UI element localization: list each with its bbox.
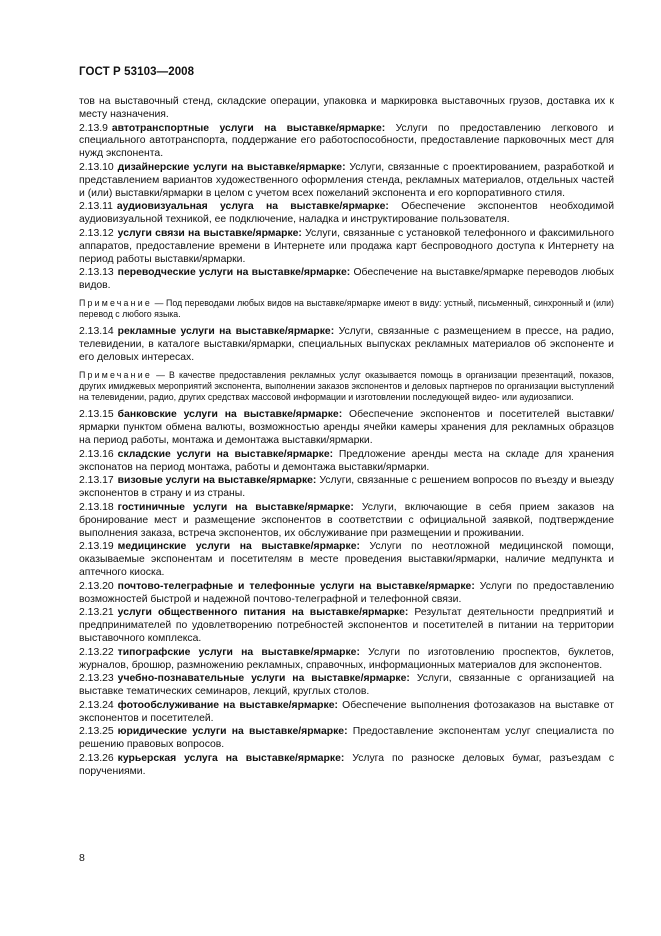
definition-item	[79, 753, 614, 779]
definition-number: 2.13.23	[79, 673, 114, 685]
note-1	[79, 298, 614, 320]
definition-number: 2.13.15	[79, 409, 114, 421]
definition-text: Обеспечение экспонентов необходимой аудиовизуальной техникой, ее подключение, наладка и инструктирование пользователя.	[79, 201, 615, 226]
definition-number: 2.13.14	[79, 326, 114, 338]
definition-number: 2.13.11	[79, 201, 113, 213]
definition-text: Обеспечение выполнения фотозаказов на выставке от экспонентов и посетителей.	[79, 699, 614, 724]
definition-item	[79, 162, 614, 200]
definition-term: услуги общественного питания на выставке/ярмарке:	[117, 607, 409, 619]
definition-number: 2.13.21	[79, 607, 114, 619]
definitions-group-3	[79, 409, 614, 778]
definition-item	[79, 700, 614, 726]
definition-term: юридические услуги на выставке/ярмарке:	[117, 726, 348, 738]
definition-item	[79, 581, 614, 607]
definition-number: 2.13.13	[79, 267, 114, 279]
definition-term: медицинские услуги на выставке/ярмарке:	[117, 541, 360, 553]
definition-number: 2.13.26	[79, 753, 114, 765]
definition-text: Услуги, включающие в себя прием заказов на бронирование мест и размещение экспонентов в соответствии с официальной заявкой, подтверждение выполнения заказа, встреча экспонентов, их обслуживание при размещении и проживании.	[79, 501, 614, 539]
definition-term: визовые услуги на выставке/ярмарке:	[117, 475, 317, 487]
definition-text: Услуги по предоставлению легкового и специального автотранспорта, поддержание его работоспособности, предоставление парковочных мест для нужд экспонента.	[79, 122, 614, 160]
definition-number: 2.13.22	[79, 646, 114, 658]
definition-item	[79, 123, 614, 161]
definition-text: Услуги по изготовлению проспектов, буклетов, журналов, брошюр, размножению рекламных, справочных, информационных материалов для экспонентов.	[79, 646, 615, 671]
definition-text: Услуги, связанные с размещением в прессе, на радио, телевидении, в каталоге выставки/ярмарки, специальных выпусках рекламных материалов об экспоненте и его деловых интересах.	[79, 326, 615, 363]
definition-item	[79, 673, 614, 699]
definition-text: Услуги, связанные с проектированием, разработкой и представлением вариантов художественного оформления стенда, рекламных материалов, отдельных частей и (или) выставки/ярмарки в целом с учетом всех пожеланий экспонента и его корпоративного стиля.	[79, 161, 614, 199]
definition-number: 2.13.17	[79, 475, 114, 487]
definition-term: учебно-познавательные услуги на выставке/ярмарке:	[117, 673, 410, 685]
definition-item	[79, 267, 614, 293]
definition-term: гостиничные услуги на выставке/ярмарке:	[117, 501, 354, 513]
definition-number: 2.13.10	[79, 161, 114, 173]
definition-item	[79, 449, 614, 475]
definition-item	[79, 475, 614, 501]
definition-item	[79, 647, 614, 673]
definition-term: складские услуги на выставке/ярмарке:	[117, 448, 334, 460]
definitions-group-1	[79, 123, 614, 293]
definition-term: рекламные услуги на выставке/ярмарке:	[117, 326, 335, 338]
definition-term: услуги связи на выставке/ярмарке:	[117, 227, 302, 239]
definition-text: Обеспечение экспонентов и посетителей выставки/ярмарки пунктом обмена валюты, возможностью аренды ячейки камеры хранения для рекламных образцов на период работы, монтажа и демонтажа выставки/ярмарки.	[79, 409, 614, 446]
definition-item	[79, 541, 614, 579]
definition-text: Услуги, связанные с решением вопросов по въезду и выезду экспонентов в страну и из страны.	[79, 475, 614, 500]
definition-text: Обеспечение на выставке/ярмарке переводов любых видов.	[79, 267, 615, 292]
definition-text: Предложение аренды места на складе для хранения экспонатов на период монтажа, работы и демонтажа выставки/ярмарки.	[79, 448, 614, 473]
document-body	[79, 96, 614, 780]
definition-text: Предоставление экспонентам услуг специалиста по решению правовых вопросов.	[79, 726, 614, 751]
definition-term: фотообслуживание на выставке/ярмарке:	[117, 699, 338, 711]
intro-paragraph: тов на выставочный стенд, складские операции, упаковка и маркировка выставочных грузов, доставка их к месту назначения.	[79, 96, 614, 120]
definition-item	[79, 607, 614, 645]
note-1-lead: Примечание	[79, 297, 152, 308]
note-1-text: — Под переводами любых видов на выставке/ярмарке имеют в виду: устный, письменный, синхронный и (или) перевод с любого языка.	[79, 297, 614, 320]
definition-number: 2.13.20	[79, 580, 114, 592]
page-number: 8	[79, 852, 85, 864]
definition-text: Услуги, связанные с организацией на выставке тематических семинаров, лекций, круглых столов.	[79, 673, 614, 698]
definition-item	[79, 201, 614, 227]
definition-number: 2.13.12	[79, 227, 114, 239]
definition-item	[79, 726, 614, 752]
definitions-group-2	[79, 326, 614, 364]
definition-number: 2.13.25	[79, 726, 114, 738]
definition-item	[79, 228, 614, 266]
definition-text: Услуги по предоставлению возможностей быстрой и надежной почтово-телеграфной и телефонной связи.	[79, 580, 614, 605]
definition-term: автотранспортные услуги на выставке/ярмарке:	[111, 122, 386, 134]
definition-item	[79, 409, 614, 447]
definition-number: 2.13.18	[79, 501, 114, 513]
definition-number: 2.13.16	[79, 448, 114, 460]
definition-number: 2.13.9	[79, 122, 108, 134]
definition-item	[79, 502, 614, 540]
definition-text: Услуга по разноске деловых бумаг, разъездам с поручениями.	[79, 753, 615, 777]
definition-term: банковские услуги на выставке/ярмарке:	[117, 409, 343, 421]
definition-term: дизайнерские услуги на выставке/ярмарке:	[117, 161, 346, 173]
definition-term: переводческие услуги на выставке/ярмарке:	[117, 267, 351, 279]
definition-number: 2.13.24	[79, 699, 114, 711]
note-2-text: — В качестве предоставления рекламных услуг оказывается помощь в организации презентаций, показов, других имиджевых мероприятий экспонента, выполнении заказов экспонентов и деловых партнеров по организации выступлений на телевидении, радио, других средствах массовой информации и изготовлении последующей видео- или аудиозаписи.	[79, 369, 614, 403]
definition-term: аудиовизуальная услуга на выставке/ярмарке:	[116, 201, 389, 213]
note-2	[79, 370, 614, 404]
definition-text: Услуги по неотложной медицинской помощи, оказываемые экспонентам и посетителям в месте проведения выставки/ярмарки, наличие медпункта и аптечного киоска.	[79, 541, 614, 578]
definition-text: Услуги, связанные с установкой телефонного и факсимильного аппаратов, предоставление времени в Интернете или продажа карт беспроводного доступа к Интернету на период работы выставки/ярмарки.	[79, 227, 615, 265]
definition-term: курьерская услуга на выставке/ярмарке:	[117, 753, 345, 765]
definition-term: типографские услуги на выставке/ярмарке:	[117, 646, 360, 658]
definition-number: 2.13.19	[79, 541, 114, 553]
definition-term: почтово-телеграфные и телефонные услуги на выставке/ярмарке:	[117, 580, 475, 592]
definition-item	[79, 326, 614, 364]
note-2-lead: Примечание	[79, 369, 152, 380]
definition-text: Результат деятельности предприятий и предпринимателей по удовлетворению потребностей экспонентов и посетителей в питании на территории выставочного комплекса.	[79, 607, 614, 644]
document-header: ГОСТ Р 53103—2008	[79, 66, 195, 78]
